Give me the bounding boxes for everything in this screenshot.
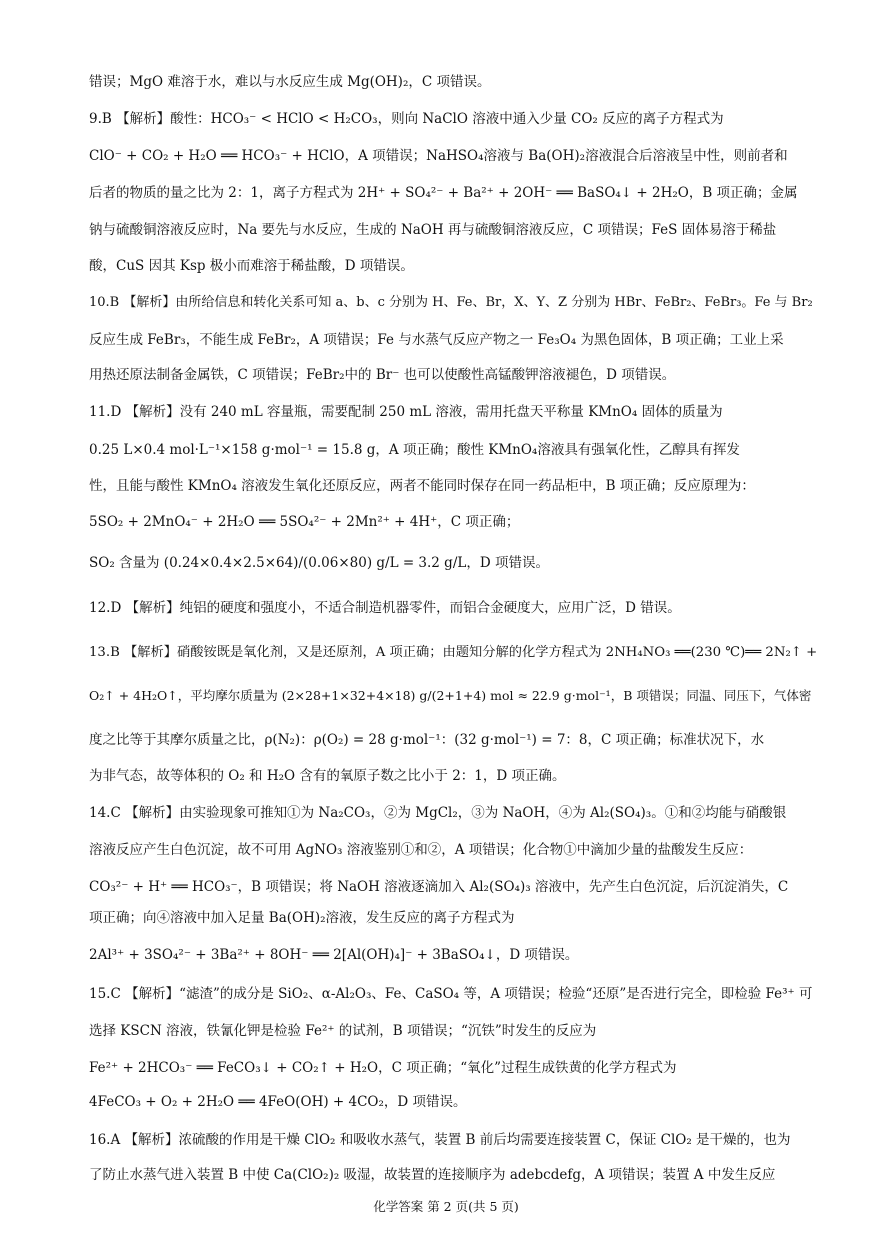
text-line: 错误；MgO 难溶于水，难以与水反应生成 Mg(OH)₂，C 项错误。 <box>89 74 491 90</box>
formula-line: 2Al³⁺ + 3SO₄²⁻ + 3Ba²⁺ + 8OH⁻ ══ 2[Al(OH)₄]⁻ + 3BaSO₄↓，D 项错误。 <box>89 947 579 963</box>
formula-line: 4FeCO₃ + O₂ + 2H₂O ══ 4FeO(OH) + 4CO₂，D 项错误。 <box>89 1094 467 1110</box>
text-line: O₂↑ + 4H₂O↑，平均摩尔质量为 (2×28+1×32+4×18) g/(2+1+4) mol ≈ 22.9 g·mol⁻¹，B 项错误；同温、同压下，气体密 <box>89 688 812 703</box>
text-line: 酸，CuS 因其 Ksp 极小而难溶于稀盐酸，D 项错误。 <box>89 258 414 274</box>
text-line: 钠与硫酸铜溶液反应时，Na 要先与水反应，生成的 NaOH 再与硫酸铜溶液反应，C 项错误；FeS 固体易溶于稀盐 <box>89 222 777 238</box>
formula-line: Fe²⁺ + 2HCO₃⁻ ══ FeCO₃↓ + CO₂↑ + H₂O，C 项正确；“氧化”过程生成铁黄的化学方程式为 <box>89 1060 677 1076</box>
text-line: ClO⁻ + CO₂ + H₂O ══ HCO₃⁻ + HClO，A 项错误；NaHSO₄溶液与 Ba(OH)₂溶液混合后溶液呈中性，则前者和 <box>89 148 788 164</box>
text-line: 选择 KSCN 溶液，铁氰化钾是检验 Fe²⁺ 的试剂，B 项错误；“沉铁”时发生的反应为 <box>89 1023 597 1039</box>
text-line: 0.25 L×0.4 mol·L⁻¹×158 g·mol⁻¹ = 15.8 g，A 项正确；酸性 KMnO₄溶液具有强氧化性，乙醇具有挥发 <box>89 442 740 458</box>
text-line: 14.C 【解析】由实验现象可推知①为 Na₂CO₃，②为 MgCl₂，③为 NaOH，④为 Al₂(SO₄)₃。①和②均能与硝酸银 <box>89 805 787 821</box>
formula-line: 5SO₂ + 2MnO₄⁻ + 2H₂O ══ 5SO₄²⁻ + 2Mn²⁺ + 4H⁺，C 项正确； <box>89 514 520 530</box>
page-footer: 化学答案 第 2 页(共 5 页) <box>373 1199 519 1214</box>
text-line: 反应生成 FeBr₃，不能生成 FeBr₂，A 项错误；Fe 与水蒸气反应产物之一 Fe₃O₄ 为黑色固体，B 项正确；工业上采 <box>89 332 784 348</box>
text-line: 溶液反应产生白色沉淀，故不可用 AgNO₃ 溶液鉴别①和②，A 项错误；化合物①中滴加少量的盐酸发生反应： <box>89 842 753 858</box>
text-line: 项正确；向④溶液中加入足量 Ba(OH)₂溶液，发生反应的离子方程式为 <box>89 910 515 926</box>
text-line: 11.D 【解析】没有 240 mL 容量瓶，需要配制 250 mL 溶液，需用托盘天平称量 KMnO₄ 固体的质量为 <box>89 404 723 420</box>
text-line: 15.C 【解析】“滤渣”的成分是 SiO₂、α-Al₂O₃、Fe、CaSO₄ 等，A 项错误；检验“还原”是否进行完全，即检验 Fe³⁺ 可 <box>89 986 813 1002</box>
text-line: 13.B 【解析】硝酸铵既是氧化剂，又是还原剂，A 项正确；由题知分解的化学方程式为 2NH₄NO₃ ══(230 ℃)══ 2N₂↑ + <box>89 645 818 660</box>
text-line: 9.B 【解析】酸性：HCO₃⁻ < HClO < H₂CO₃，则向 NaClO 溶液中通入少量 CO₂ 反应的离子方程式为 <box>89 111 724 127</box>
text-line: 度之比等于其摩尔质量之比，ρ(N₂)：ρ(O₂) = 28 g·mol⁻¹：(32 g·mol⁻¹) = 7：8，C 项正确；标准状况下，水 <box>89 732 765 748</box>
text-line: 了防止水蒸气进入装置 B 中使 Ca(ClO₂)₂ 吸湿，故装置的连接顺序为 adebcdefg，A 项错误；装置 A 中发生反应 <box>89 1167 776 1183</box>
text-line: CO₃²⁻ + H⁺ ══ HCO₃⁻，B 项错误；将 NaOH 溶液逐滴加入 Al₂(SO₄)₃ 溶液中，先产生白色沉淀，后沉淀消失，C <box>89 879 789 895</box>
formula-line: SO₂ 含量为 (0.24×0.4×2.5×64)/(0.06×80) g/L = 3.2 g/L，D 项错误。 <box>89 555 549 571</box>
text-line: 性，且能与酸性 KMnO₄ 溶液发生氧化还原反应，两者不能同时保存在同一药品柜中，B 项正确；反应原理为： <box>89 478 755 494</box>
text-line: 后者的物质的量之比为 2：1，离子方程式为 2H⁺ + SO₄²⁻ + Ba²⁺ + 2OH⁻ ══ BaSO₄↓ + 2H₂O，B 项正确；金属 <box>89 185 798 201</box>
text-line: 10.B 【解析】由所给信息和转化关系可知 a、b、c 分别为 H、Fe、Br，X、Y、Z 分别为 HBr、FeBr₂、FeBr₃。Fe 与 Br₂ <box>89 295 813 310</box>
text-line: 12.D 【解析】纯铝的硬度和强度小，不适合制造机器零件，而铝合金硬度大，应用广泛，D 错误。 <box>89 600 681 616</box>
text-line: 16.A 【解析】浓硫酸的作用是干燥 ClO₂ 和吸收水蒸气，装置 B 前后均需要连接装置 C，保证 ClO₂ 是干燥的，也为 <box>89 1132 791 1148</box>
text-line: 为非气态，故等体积的 O₂ 和 H₂O 含有的氧原子数之比小于 2：1，D 项正确。 <box>89 768 566 784</box>
text-line: 用热还原法制备金属铁，C 项错误；FeBr₂中的 Br⁻ 也可以使酸性高锰酸钾溶液褪色，D 项错误。 <box>89 367 676 383</box>
